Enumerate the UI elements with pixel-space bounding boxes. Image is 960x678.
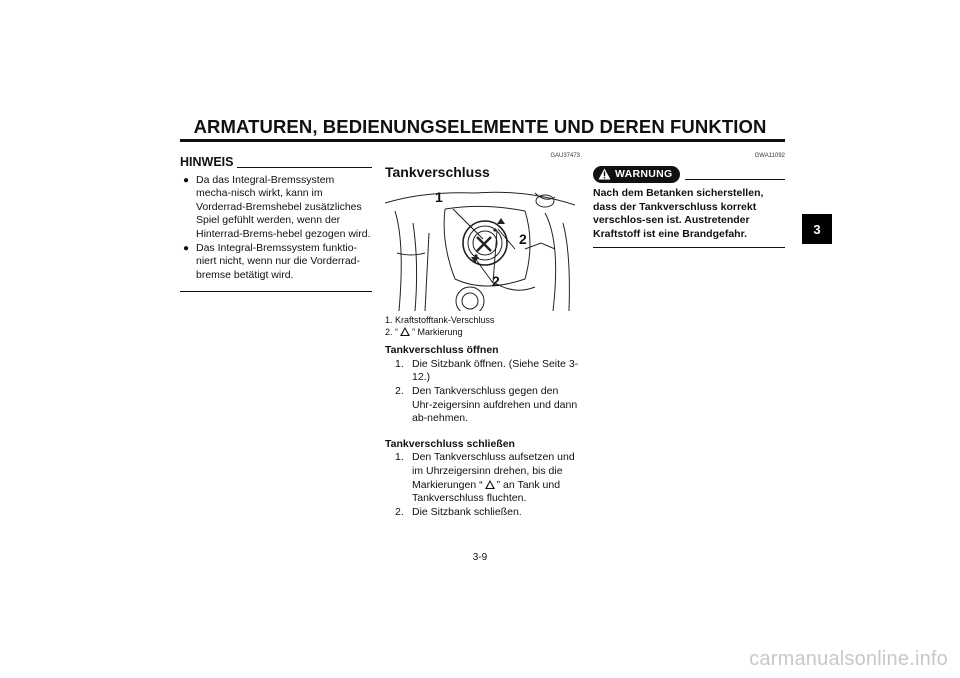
chapter-tab: 3 — [802, 214, 832, 244]
warning-triangle-icon — [598, 168, 611, 180]
page-number: 3-9 — [472, 552, 488, 563]
step-text: Die Sitzbank schließen. — [412, 505, 522, 518]
step-text: Die Sitzbank öffnen. (Siehe Seite 3-12.) — [412, 357, 579, 384]
list-item — [180, 174, 372, 242]
bullet-icon: ● — [183, 174, 190, 186]
warning-end-rule — [593, 247, 785, 248]
bullet-icon: ● — [183, 242, 190, 254]
callout-1: 1 — [435, 189, 443, 206]
hinweis-heading: HINWEIS — [180, 155, 234, 169]
hinweis-heading-row — [180, 156, 372, 170]
list-item — [385, 451, 580, 505]
caption-2-post: ” Markierung — [412, 327, 463, 338]
list-item — [385, 385, 580, 426]
step-number: 2. — [395, 384, 404, 397]
warning-code: GWA11092 — [754, 153, 785, 159]
warning-badge — [593, 166, 680, 184]
close-steps — [385, 451, 580, 519]
fuel-cap-illustration — [385, 183, 575, 311]
hinweis-list — [180, 174, 372, 283]
step-text: Den Tankverschluss gegen den Uhr-zeigersinn aufdrehen und dann ab-nehmen. — [412, 384, 578, 425]
callout-2b: 2 — [492, 273, 500, 290]
list-item — [385, 358, 580, 385]
step-text-pre: Den Tankverschluss aufsetzen und im Uhrzeigersinn drehen, bis die Markierungen “ — [412, 451, 575, 491]
section-code: GAU37473 — [550, 153, 580, 159]
step-text-post: ” an Tank und Tankverschluss fluchten. — [412, 478, 561, 505]
list-item-text: Das Integral-Bremssystem funktio-niert nicht, wenn nur die Vorderrad-bremse betätigt wird. — [196, 241, 361, 281]
hinweis-heading-rule — [237, 167, 372, 168]
warning-text: Nach dem Betanken sicherstellen, dass der Tankverschluss korrekt verschlos-sen ist. Austretender Kraftstoff ist eine Brandgefahr. — [593, 187, 764, 240]
figure-captions — [385, 314, 580, 338]
open-steps — [385, 358, 580, 426]
caption-1: 1. Kraftstofftank-Verschluss — [385, 315, 495, 326]
fuel-cap-figure — [385, 183, 575, 311]
callout-2a: 2 — [519, 231, 527, 248]
tank-section — [385, 150, 580, 519]
triangle-mark-icon — [400, 327, 410, 336]
step-number: 2. — [395, 505, 404, 518]
watermark: carmanualsonline.info — [749, 648, 948, 670]
close-heading: Tankverschluss schließen — [385, 437, 515, 450]
warning-heading-rule — [685, 179, 785, 180]
hinweis-section — [180, 156, 372, 292]
caption-2 — [385, 326, 580, 338]
header-rule — [180, 139, 785, 142]
caption-2-pre: 2. “ — [385, 327, 399, 338]
list-item-text: Da das Integral-Bremssystem mecha-nisch wirkt, kann im Vorderrad-Bremshebel zusätzliches Spiel gefühlt werden, wenn der Hinterrad-Brems-hebel gezogen wird. — [196, 173, 371, 240]
step-number: 1. — [395, 451, 404, 464]
warning-section — [593, 150, 785, 248]
list-item — [180, 242, 372, 283]
warning-heading-row — [593, 166, 785, 184]
section-title: Tankverschluss — [385, 163, 490, 180]
hinweis-end-rule — [180, 291, 372, 292]
triangle-mark-icon — [485, 480, 495, 489]
page-header-title: ARMATUREN, BEDIENUNGSELEMENTE UND DEREN FUNKTION — [193, 116, 767, 137]
step-number: 1. — [395, 357, 404, 370]
open-heading: Tankverschluss öffnen — [385, 344, 499, 357]
list-item — [385, 506, 580, 520]
warning-label: WARNUNG — [615, 167, 673, 180]
